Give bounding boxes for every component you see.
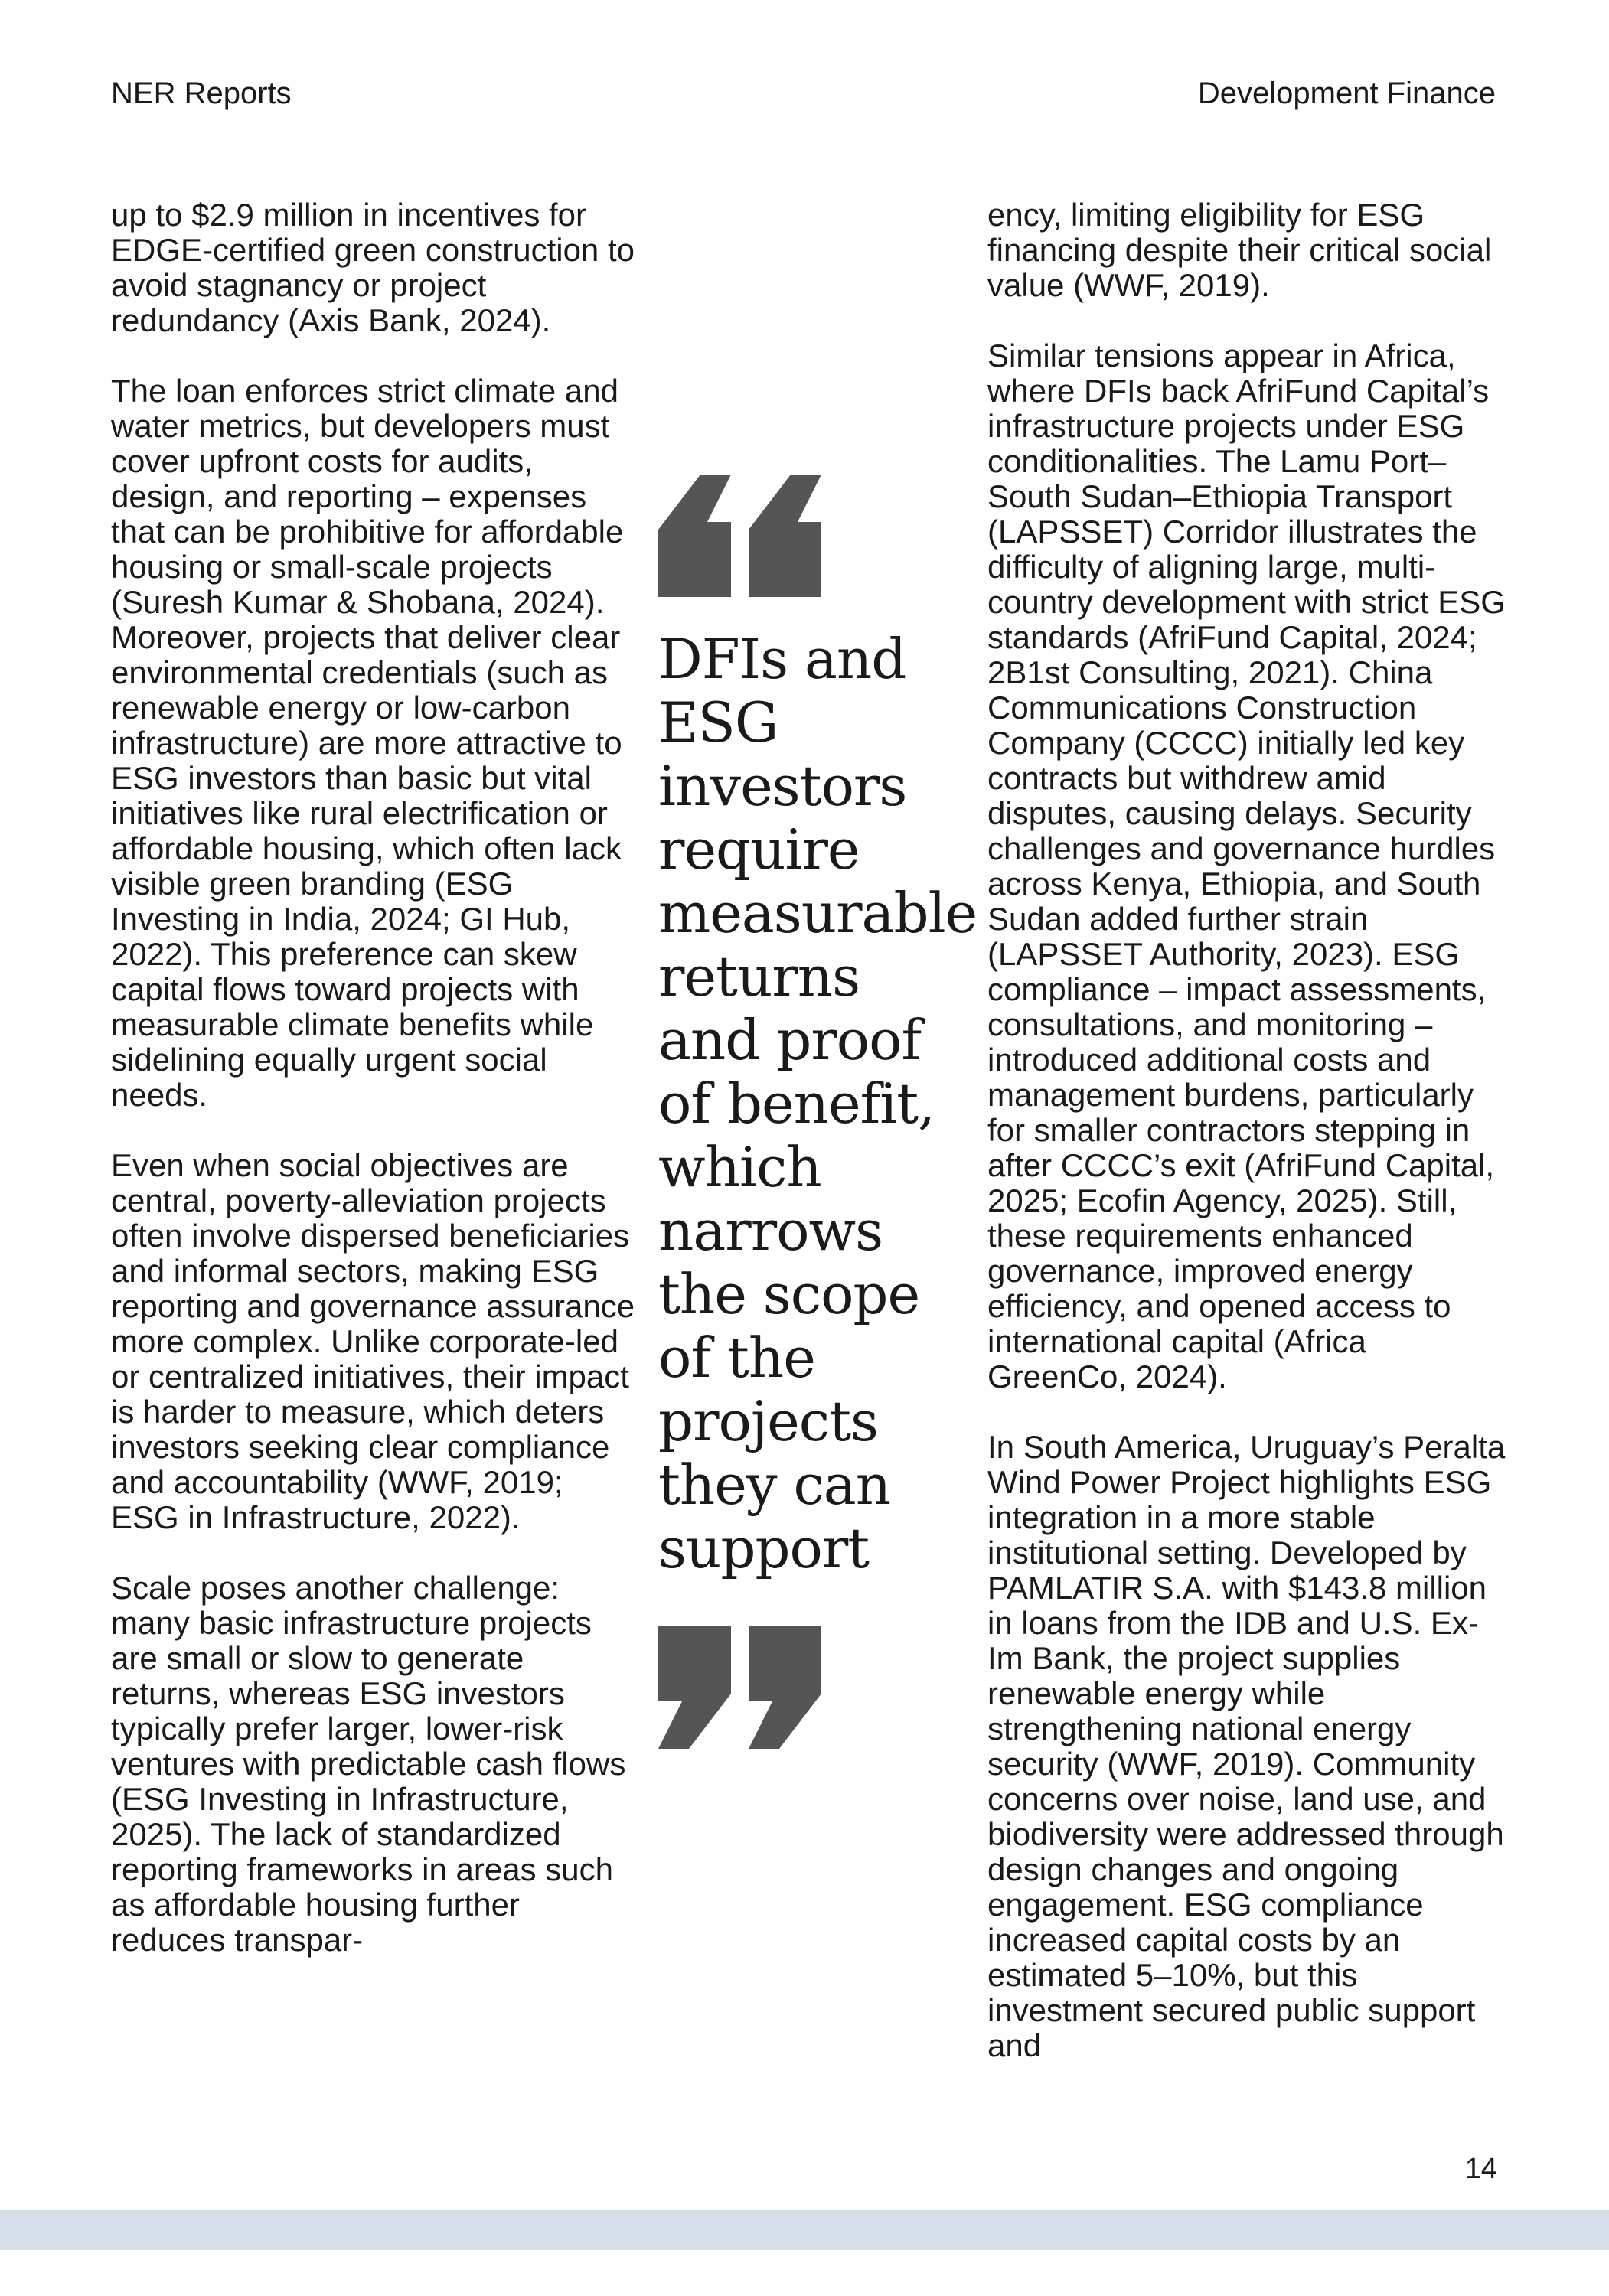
body-paragraph: Scale poses another challenge: many basic infrastructure projects are small or slow to generate returns, whereas ESG investors typically prefer larger, lower-risk ventures with predictable cash flows (ESG Investing in Infrastructure, 2025). The lack of standardized reporting frameworks in areas such as affordable housing further reduces transpar- xyxy=(111,1570,626,1958)
right-text-column xyxy=(987,197,1508,2099)
body-paragraph: Similar tensions appear in Africa, where DFIs back AfriFund Capital’s infrastructure projects under ESG conditionalities. The Lamu Port–South Sudan–Ethiopia Transport (LAPSSET) Corridor illustrates the difficulty of aligning large, multi-country development with strict ESG standards (AfriFund Capital, 2024; 2B1st Consulting, 2021). China Communications Construction Company (CCCC) initially led key contracts but withdrew amid disputes, causing delays. Security challenges and governance hurdles across Kenya, Ethiopia, and South Sudan added further strain (LAPSSET Authority, 2023). ESG compliance – impact assessments, consultations, and monitoring – introduced additional costs and management burdens, particularly for smaller contractors stepping in after CCCC’s exit (AfriFund Capital, 2025; Ecofin Agency, 2025). Still, these requirements enhanced governance, improved energy efficiency, and opened access to international capital (Africa GreenCo, 2024). xyxy=(987,338,1506,1394)
running-header-right: Development Finance xyxy=(1197,77,1496,110)
pull-quote-text: DFIs and ESG investors require measurable returns and proof of benefit, which narrows the scope of the projects they can support xyxy=(658,627,977,1580)
pull-quote xyxy=(658,475,977,1749)
close-quote-icon xyxy=(658,1626,823,1749)
body-paragraph: In South America, Uruguay’s Peralta Wind Power Project highlights ESG integration in a more stable institutional setting. Developed by PAMLATIR S.A. with $143.8 million in loans from the IDB and U.S. Ex-Im Bank, the project supplies renewable energy while strengthening national energy security (WWF, 2019). Community concerns over noise, land use, and biodiversity were addressed through design changes and ongoing engagement. ESG compliance increased capital costs by an estimated 5–10%, but this investment secured public support and xyxy=(987,1429,1506,2063)
body-paragraph: ency, limiting eligibility for ESG financing despite their critical social value (WWF, 2019). xyxy=(987,197,1492,303)
body-paragraph: up to $2.9 million in incentives for EDGE-certified green construction to avoid stagnancy or project redundancy (Axis Bank, 2024). xyxy=(111,197,635,338)
page-number: 14 xyxy=(1464,2153,1497,2185)
open-quote-icon xyxy=(658,475,823,597)
body-paragraph: Even when social objectives are central, poverty-alleviation projects often involve dispersed beneficiaries and informal sectors, making ESG reporting and governance assurance more complex. Unlike corporate-led or centralized initiatives, their impact is harder to measure, which deters investors seeking clear compliance and accountability (WWF, 2019; ESG in Infrastructure, 2022). xyxy=(111,1147,635,1535)
left-text-column xyxy=(111,197,639,1993)
body-paragraph: The loan enforces strict climate and water metrics, but developers must cover upfront costs for audits, design, and reporting – expenses that can be prohibitive for affordable housing or small-scale projects (Suresh Kumar & Shobana, 2024). Moreover, projects that deliver clear environmental credentials (such as renewable energy or low-carbon infrastructure) are more attractive to ESG investors than basic but vital initiatives like rural electrification or affordable housing, which often lack visible green branding (ESG Investing in India, 2024; GI Hub, 2022). This preference can skew capital flows toward projects with measurable climate benefits while sidelining equally urgent social needs. xyxy=(111,373,624,1113)
footer-band xyxy=(0,2210,1609,2250)
running-header-left: NER Reports xyxy=(111,77,292,110)
